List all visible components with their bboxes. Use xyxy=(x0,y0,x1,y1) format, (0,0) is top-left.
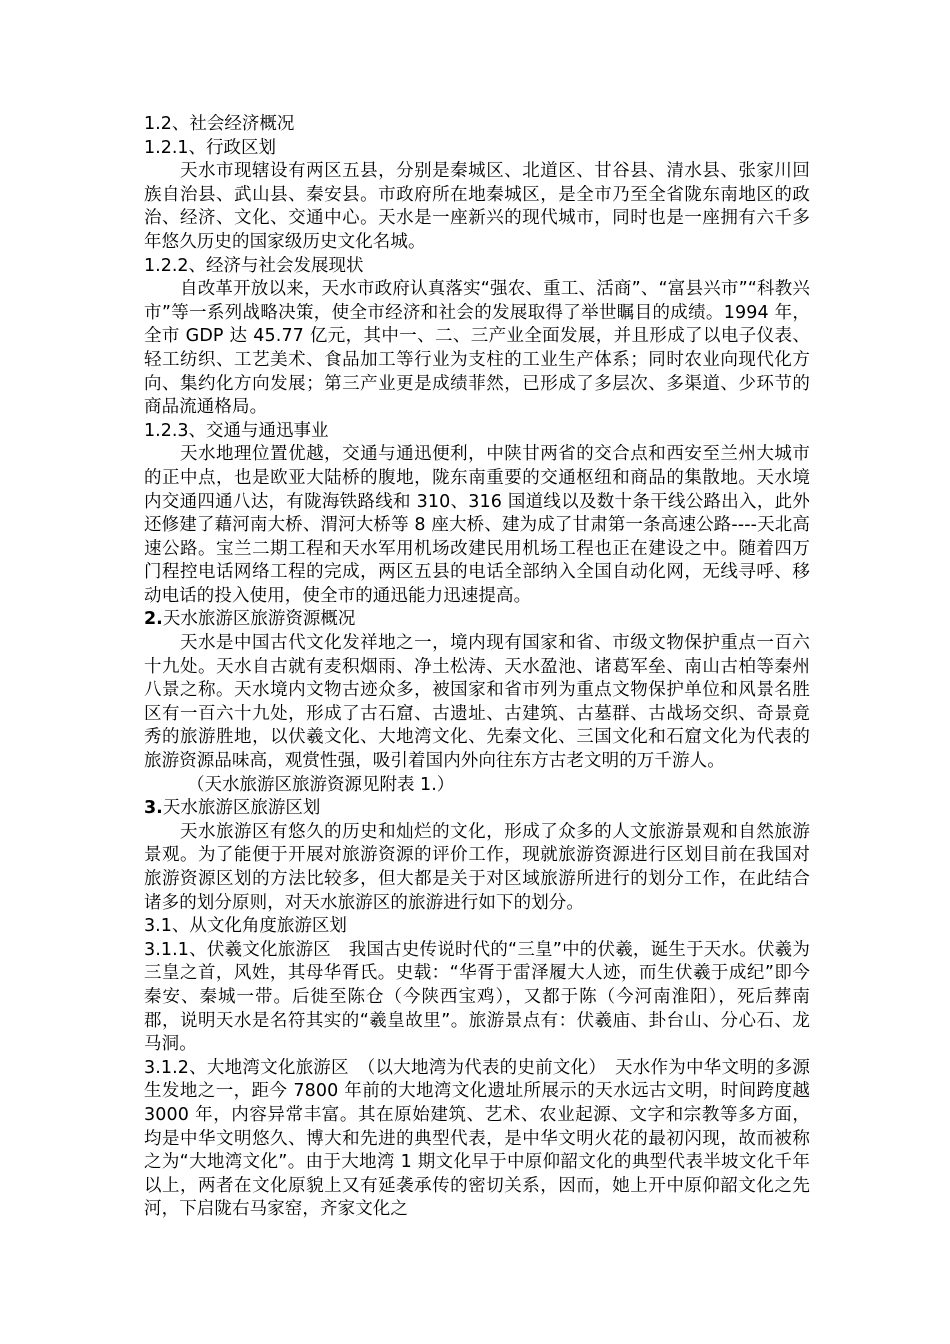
paragraph-economic-development: 自改革开放以来，天水市政府认真落实“强农、重工、活商”、“富县兴市”“科教兴市”等一系列战略决策，使全市经济和社会的发展取得了举世瞩目的成绩。1994 年，全市 GDP 达 45.77 亿元，其中一、二、三产业全面发展，并且形成了以电子仪表、轻工纺织、工艺美术、食品加工等行业为支柱的工业生产体系；同时农业向现代化方向、集约化方向发展；第三产业更是成绩菲然，已形成了多层次、多渠道、少环节的商品流通格局。 xyxy=(144,279,810,418)
paragraph-transport-communication: 天水地理位置优越，交通与通迅便利，中陕甘两省的交合点和西安至兰州大城市的正中点，也是欧亚大陆桥的腹地，陇东南重要的交通枢纽和商品的集散地。天水境内交通四通八达，有陇海铁路线和 310、316 国道线以及数十条干线公路出入，此外还修建了藉河南大桥、渭河大桥等 8 座大桥、建为成了甘肃第一条高速公路----天北高速公路。宝兰二期工程和天水军用机场改建民用机场工程也正在建设之中。随着四万门程控电话网络工程的完成，两区五县的电话全部纳入全国自动化网，无线寻呼、移动电话的投入使用，使全市的通迅能力迅速提高。 xyxy=(144,444,810,606)
heading-1-2-3: 1.2.3、交通与通迅事业 xyxy=(144,420,329,441)
paragraph-tourism-zoning: 天水旅游区有悠久的历史和灿烂的文化，形成了众多的人文旅游景观和自然旅游景观。为了能便于开展对旅游资源的评价工作，现就旅游资源进行区划目前在我国对旅游资源区划的方法比较多，但大都是关于对区域旅游所进行的划分工作，在此结合诸多的划分原则，对天水旅游区的旅游进行如下的划分。 xyxy=(144,821,810,913)
paragraph-tourism-resources: 天水是中国古代文化发祥地之一，境内现有国家和省、市级文物保护重点一百六十九处。天水自古就有麦积烟雨、净土松涛、天水盈池、诸葛军垒、南山古柏等秦州八景之称。天水境内文物古迹众多，被国家和省市列为重点文物保护单位和风景名胜区有一百六十九处，形成了古石窟、古遗址、古建筑、古墓群、古战场交织、奇景竟秀的旅游胜地，以伏羲文化、大地湾文化、先秦文化、三国文化和石窟文化为代表的旅游资源品味高，观赏性强，吸引着国内外向往东方古老文明的万千游人。 xyxy=(144,633,810,772)
heading-2-text: 天水旅游区旅游资源概况 xyxy=(162,609,356,630)
paragraph-fuxi-culture: 3.1.1、伏羲文化旅游区 我国古史传说时代的“三皇”中的伏羲，诞生于天水。伏羲为三皇之首，风姓，其母华胥氏。史载：“华胥于雷泽履大人迹，而生伏羲于成纪”即今秦安、秦城一带。后徙至陈仓（今陕西宝鸡），又都于陈（今河南淮阳），死后葬南郡，说明天水是名符其实的“羲皇故里”。旅游景点有：伏羲庙、卦台山、分心石、龙马洞。 xyxy=(144,939,810,1055)
appendix-note: （天水旅游区旅游资源见附表 1.） xyxy=(187,774,455,795)
heading-3 xyxy=(144,797,810,821)
heading-2 xyxy=(144,608,810,632)
heading-1-2-2: 1.2.2、经济与社会发展现状 xyxy=(144,255,364,276)
heading-1-2-1: 1.2.1、行政区划 xyxy=(144,137,277,158)
heading-3-text: 天水旅游区旅游区划 xyxy=(162,798,321,819)
paragraph-administrative-division: 天水市现辖设有两区五县，分别是秦城区、北道区、甘谷县、清水县、张家川回族自治县、武山县、秦安县。市政府所在地秦城区，是全市乃至全省陇东南地区的政治、经济、文化、交通中心。天水是一座新兴的现代城市，同时也是一座拥有六千多年悠久历史的国家级历史文化名城。 xyxy=(144,161,810,252)
heading-3-1: 3.1、从文化角度旅游区划 xyxy=(144,916,347,937)
heading-3-number: 3. xyxy=(144,798,163,819)
heading-2-number: 2. xyxy=(144,609,163,630)
paragraph-dadiwan-culture: 3.1.2、大地湾文化旅游区 （以大地湾为代表的史前文化） 天水作为中华文明的多源生发地之一，距今 7800 年前的大地湾文化遗址所展示的天水远古文明，时间跨度越 3000 年，内容异常丰富。其在原始建筑、艺术、农业起源、文字和宗教等多方面，均是中华文明悠久、博大和先进的典型代表，是中华文明火花的最初闪现，故而被称之为“大地湾文化”。由于大地湾 1 期文化早于中原仰韶文化的典型代表半坡文化千年以上，两者在文化原貌上又有延袭承传的密切关系，因而，她上开中原仰韶文化之先河，下启陇右马家窑，齐家文化之 xyxy=(144,1057,810,1220)
heading-1-2: 1.2、社会经济概况 xyxy=(144,114,295,134)
